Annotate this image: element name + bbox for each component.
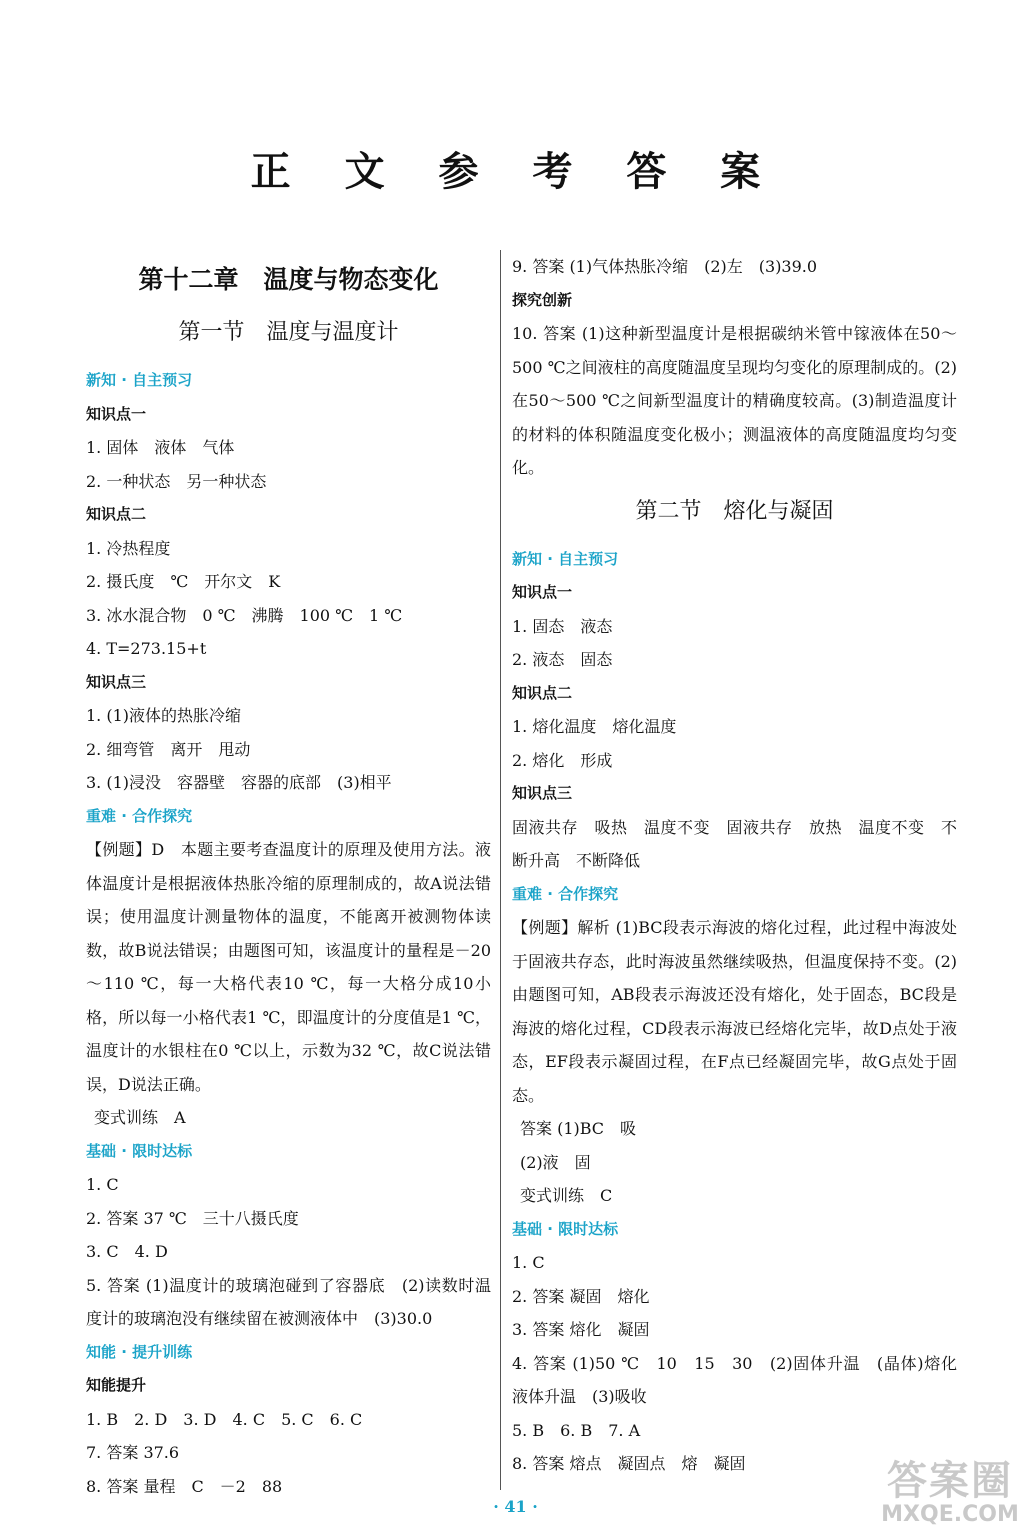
tag-ability: 知能 · 提升训练	[86, 1342, 193, 1361]
answer-line: 1. 冷热程度	[86, 538, 171, 558]
left-column	[86, 250, 491, 1503]
answer-line: 3. (1)浸没 容器壁 容器的底部 (3)相平	[86, 773, 392, 792]
answer-line: 2. 熔化 形成	[512, 750, 613, 770]
tag-preview: 新知 · 自主预习	[512, 549, 619, 568]
answer-line: 1. 固态 液态	[512, 616, 613, 636]
example-paragraph: 【例题】D 本题主要考查温度计的原理及使用方法。液体温度计是根据液体热胀冷缩的原理制成的，故A说法错误；使用温度计测量物体的温度，不能离开被测物体读数，故B说法错误；由题图可知，该温度计的量程是－20～110 ℃，每一大格代表10 ℃，每一大格分成10小格，所以每一小格代表1 ℃，即温度计的分度值是1 ℃，温度计的水银柱在0 ℃以上，示数为32 ℃，故C说法错误，D说法正确。	[86, 840, 491, 1094]
answer-line: 4. T=273.15+t	[86, 639, 207, 658]
section-title-2: 第二节 熔化与凝固	[635, 498, 834, 524]
answer-line: 2. 液态 固态	[512, 650, 613, 669]
answer-line: 1. 熔化温度 熔化温度	[512, 717, 677, 736]
answer-line: 1. (1)液体的热胀冷缩	[86, 706, 242, 725]
column-divider	[500, 250, 501, 1490]
page-number: · 41 ·	[493, 1497, 538, 1516]
answer-line: 答案 (1)BC 吸	[520, 1119, 637, 1138]
kp3-head: 知识点三	[86, 672, 147, 691]
answer-line: 2. 答案 37 ℃ 三十八摄氏度	[86, 1208, 299, 1228]
answer-line: 5. B 6. B 7. A	[512, 1420, 641, 1440]
answer-line: 1. C	[512, 1253, 545, 1272]
answer-line: 9. 答案 (1)气体热胀冷缩 (2)左 (3)39.0	[512, 257, 818, 276]
answer-line: 3. 答案 熔化 凝固	[512, 1320, 650, 1339]
tag-preview: 新知 · 自主预习	[86, 371, 193, 389]
chapter-title: 第十二章 温度与物态变化	[138, 265, 439, 294]
variant-line: 变式训练 A	[94, 1108, 186, 1127]
watermark-url: MXQE.COM	[881, 1502, 1019, 1527]
answer-line: 2. 摄氏度 ℃ 开尔文 K	[86, 572, 281, 591]
answer-line: 8. 答案 量程 C －2 88	[86, 1476, 283, 1496]
answer-line: 2. 答案 凝固 熔化	[512, 1286, 650, 1306]
answer-line: 8. 答案 熔点 凝固点 熔 凝固	[512, 1454, 746, 1473]
ability-head: 知能提升	[86, 1376, 147, 1394]
answer-line: (2)液 固	[520, 1152, 591, 1172]
answer-line: 1. B 2. D 3. D 4. C 5. C 6. C	[86, 1409, 363, 1429]
answer-line: 3. C 4. D	[86, 1242, 168, 1261]
answer-paragraph: 5. 答案 (1)温度计的玻璃泡碰到了容器底 (2)读数时温度计的玻璃泡没有继续留在被测液体中 (3)30.0	[86, 1275, 491, 1328]
kp2-head: 知识点二	[512, 683, 573, 702]
section-title-1: 第一节 温度与温度计	[178, 320, 399, 345]
tag-key: 重难 · 合作探究	[86, 806, 193, 825]
tag-key: 重难 · 合作探究	[512, 884, 619, 903]
answer-line: 3. 冰水混合物 0 ℃ 沸腾 100 ℃ 1 ℃	[86, 605, 403, 625]
watermark-logo	[875, 1458, 1025, 1528]
example-paragraph: 【例题】解析 (1)BC段表示海波的熔化过程，此过程中海波处于固液共存态，此时海波虽然继续吸热，但温度保持不变。(2)由题图可知，AB段表示海波还没有熔化，处于固态，BC段是海波的熔化过程，CD段表示海波已经熔化完毕，故D点处于液态，EF段表示凝固过程，在F点已经凝固完毕，故G点处于固态。	[512, 918, 957, 1105]
answer-paragraph: 4. 答案 (1)50 ℃ 10 15 30 (2)固体升温 (晶体)熔化 液体升温 (3)吸收	[512, 1353, 974, 1406]
explore-head: 探究创新	[512, 290, 573, 309]
answer-line: 1. C	[86, 1175, 119, 1194]
right-column	[512, 250, 974, 1481]
watermark-logo-text: 答案圈	[887, 1458, 1013, 1504]
answer-line: 2. 细弯管 离开 甩动	[86, 739, 251, 759]
kp3-head: 知识点三	[512, 784, 573, 802]
tag-basic: 基础 · 限时达标	[512, 1219, 619, 1238]
answer-line: 2. 一种状态 另一种状态	[86, 471, 267, 491]
answer-line: 1. 固体 液体 气体	[86, 438, 235, 457]
kp2-head: 知识点二	[86, 505, 147, 523]
answer-paragraph: 固液共存 吸热 温度不变 固液共存 放热 温度不变 不断升高 不断降低	[512, 817, 957, 870]
kp1-head: 知识点一	[512, 583, 573, 601]
page-title: 正 文 参 考 答 案	[250, 149, 781, 195]
answer-paragraph: 10. 答案 (1)这种新型温度计是根据碳纳米管中镓液体在50～500 ℃之间液柱的高度随温度呈现均匀变化的原理制成的。(2)在50～500 ℃之间新型温度计的精确度较高。(3)制造温度计的材料的体积随温度变化极小；测温液体的高度随温度均匀变化。	[512, 324, 957, 477]
variant-line: 变式训练 C	[520, 1186, 613, 1205]
tag-basic: 基础 · 限时达标	[86, 1141, 193, 1160]
answer-line: 7. 答案 37.6	[86, 1443, 180, 1462]
kp1-head: 知识点一	[86, 404, 147, 423]
